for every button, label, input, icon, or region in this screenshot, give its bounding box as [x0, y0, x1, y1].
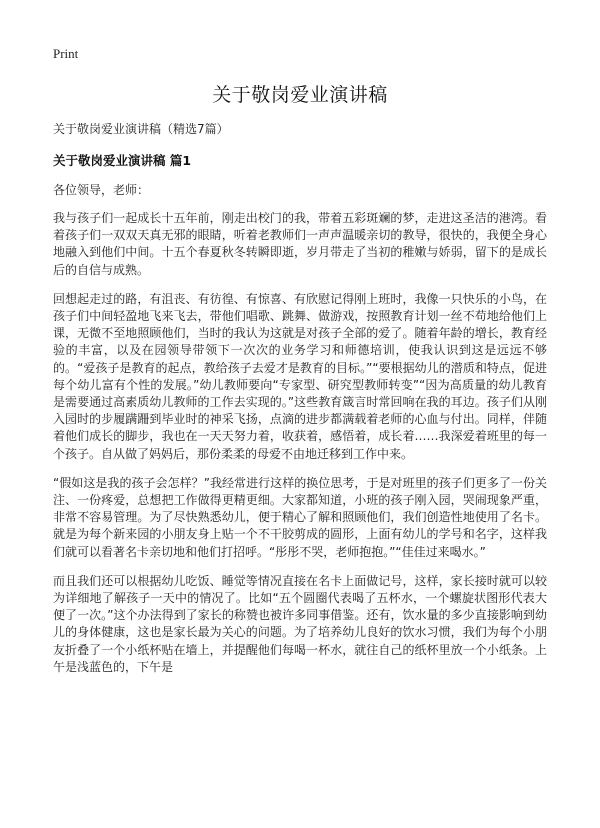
greeting: 各位领导，老师： [53, 183, 150, 197]
paragraph: 我与孩子们一起成长十五年前，刚走出校门的我，带着五彩斑斓的梦，走进这圣洁的港湾。看着孩子们一双双天真无邪的眼睛，听着老教师们一声声温暖亲切的教导，很快的，我便全身心地融入到他们中间。十五个春夏秋冬转瞬即逝，岁月带走了当初的稚嫩与娇弱，留下的是成长后的自信与成熟。 [53, 211, 547, 277]
paragraph: 而且我们还可以根据幼儿吃饭、睡觉等情况直接在名卡上面做记号，这样，家长接时就可以较为详细地了解孩子一天中的情况了。比如“五个圆圈代表喝了五杯水，一个螺旋状图形代表大便了一次。”这个办法得到了家长的称赞也被许多同事借鉴。还有，饮水量的多少直接影响到幼儿的身体健康，这也是家长最为关心的问题。为了培养幼儿良好的饮水习惯，我们为每个小朋友折叠了一个小纸杯贴在墙上，并提醒他们每喝一杯水，就往自己的纸杯里放一个小纸条。上午是浅蓝色的，下午是 [53, 573, 547, 674]
paragraph: 回想起走过的路，有沮丧、有彷徨、有惊喜、有欣慰记得刚上班时，我像一只快乐的小鸟，在孩子们中间轻盈地飞来飞去，带他们唱歌、跳舞、做游戏，按照教育计划一丝不苟地给他们上课，无微不至地照顾他们，当时的我认为这就是对孩子全部的爱了。随着年龄的增长，教育经验的丰富，以及在园领导带领下一次次的业务学习和师德培训，使我认识到这是远远不够的。“爱孩子是教育的起点，教给孩子去爱才是教育的目标。”“要根据幼儿的潜质和特点，促进每个幼儿富有个性的发展。”幼儿教师要向“专家型、研究型教师转变”“因为高质量的幼儿教育是需要通过高素质幼儿教师的工作去实现的。”这些教育箴言时常回响在我的耳边。孩子们从刚入园时的步履蹒跚到毕业时的神采飞扬，点滴的进步都满载着老师的心血与付出。同样，伴随着他们成长的脚步，我也在一天天努力着，收获着，感悟着，成长着……我深爱着班里的每一个孩子。自从做了妈妈后，那份柔柔的母爱不由地迁移到工作中来。 [53, 291, 547, 461]
paragraph: “假如这是我的孩子会怎样？”我经常进行这样的换位思考，于是对班里的孩子们更多了一份关注、一份疼爱，总想把工作做得更精更细。大家都知道，小班的孩子刚入园，哭闹现象严重，非常不容易管理。为了尽快熟悉幼儿，便于精心了解和照顾他们，我们创造性地使用了名卡。就是为每个新来园的小朋友身上贴一个不干胶剪成的圆形，上面有幼儿的学号和名字，这样我们就可以看著名卡亲切地和他们打招呼。“彤彤不哭，老师抱抱。”“佳佳过来喝水。” [53, 475, 547, 559]
section-heading: 关于敬岗爱业演讲稿 篇1 [53, 153, 192, 168]
document-title: 关于敬岗爱业演讲稿 [212, 84, 388, 106]
document-body [53, 210, 547, 688]
print-link[interactable]: Print [53, 46, 79, 61]
document-subtitle: 关于敬岗爱业演讲稿（精选7篇） [53, 122, 229, 136]
